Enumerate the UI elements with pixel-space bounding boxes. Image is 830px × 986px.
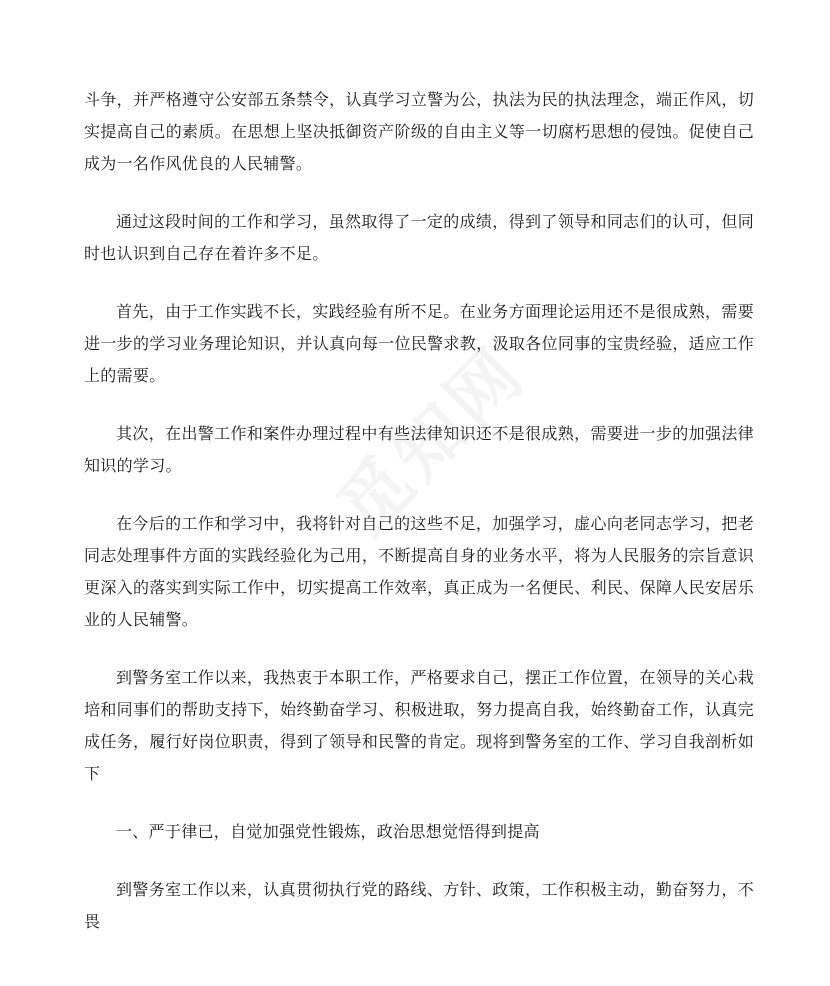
paragraph-section-one-start: 到警务室工作以来，认真贯彻执行党的路线、方针、政策，工作积极主动，勤奋努力，不畏 xyxy=(84,880,754,931)
section-heading-one: 一、严于律已，自觉加强党性锻炼，政治思想觉悟得到提高 xyxy=(116,822,540,841)
document-body xyxy=(84,84,754,964)
paragraph-first-shortcoming: 首先，由于工作实践不长，实践经验有所不足。在业务方面理论运用还不是很成熟，需要进一步的学习业务理论知识，并认真向每一位民警求教，汲取各位同事的宝贵经验，适应工作上的需要。 xyxy=(84,302,754,385)
paragraph-second-shortcoming: 其次，在出警工作和案件办理过程中有些法律知识还不是很成熟，需要进一步的加强法律知识的学习。 xyxy=(84,424,754,475)
paragraph-self-review-intro: 到警务室工作以来，我热衷于本职工作，严格要求自己，摆正工作位置，在领导的关心栽培和同事们的帮助支持下，始终勤奋学习、积极进取，努力提高自我，始终勤奋工作，认真完成任务，履行好岗位职责，得到了领导和民警的肯定。现将到警务室的工作、学习自我剖析如下 xyxy=(84,668,754,783)
paragraph-achievements: 通过这段时间的工作和学习，虽然取得了一定的成绩，得到了领导和同志们的认可，但同时也认识到自己存在着许多不足。 xyxy=(84,212,754,263)
paragraph-continuation: 斗争，并严格遵守公安部五条禁令，认真学习立警为公，执法为民的执法理念，端正作风，切实提高自己的素质。在思想上坚决抵御资产阶级的自由主义等一切腐朽思想的侵蚀。促使自己成为一名作风优良的人民辅警。 xyxy=(84,90,754,173)
paragraph-future-plan: 在今后的工作和学习中，我将针对自己的这些不足，加强学习，虚心向老同志学习，把老同志处理事件方面的实践经验化为己用，不断提高自身的业务水平，将为人民服务的宗旨意识更深入的落实到实际工作中，切实提高工作效率，真正成为一名便民、利民、保障人民安居乐业的人民辅警。 xyxy=(84,514,754,629)
